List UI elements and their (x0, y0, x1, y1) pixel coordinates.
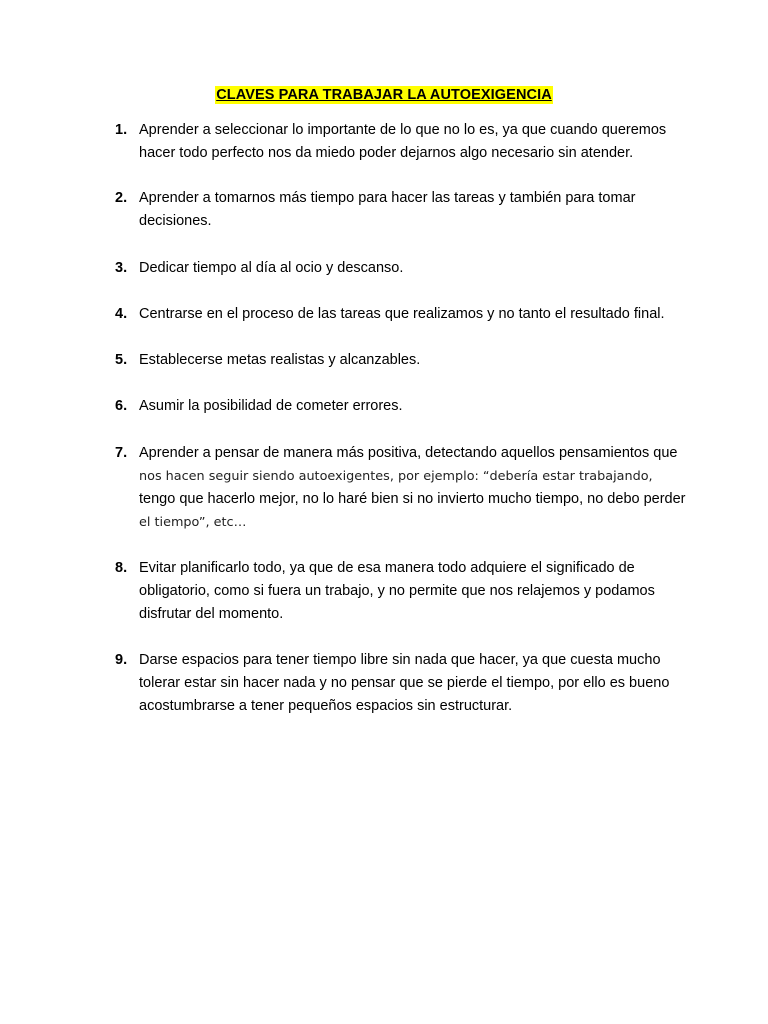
title-container (0, 86, 768, 104)
item-line: Dedicar tiempo al día al ocio y descanso. (139, 260, 404, 276)
item-text (139, 119, 699, 165)
item-line: nos hacen seguir siendo autoexigentes, por ejemplo: “debería estar trabajando, (139, 469, 653, 484)
item-line: decisiones. (139, 213, 212, 229)
item-line: tengo que hacerlo mejor, no lo haré bien si no invierto mucho tiempo, no debo perder (139, 491, 686, 507)
item-line: Aprender a tomarnos más tiempo para hacer las tareas y también para tomar (139, 190, 636, 206)
item-number: 8. (115, 560, 128, 576)
item-line: disfrutar del momento. (139, 606, 284, 622)
item-text (139, 649, 699, 718)
item-number: 4. (115, 306, 128, 322)
item-number: 7. (115, 445, 128, 461)
item-line: hacer todo perfecto nos da miedo poder dejarnos algo necesario sin atender. (139, 145, 634, 161)
item-line: Darse espacios para tener tiempo libre sin nada que hacer, ya que cuesta mucho (139, 652, 661, 668)
item-line: Establecerse metas realistas y alcanzables. (139, 352, 421, 368)
item-line: el tiempo”, etc… (139, 515, 247, 530)
document-title: CLAVES PARA TRABAJAR LA AUTOEXIGENCIA (216, 87, 552, 103)
item-number: 2. (115, 190, 128, 206)
item-text (139, 303, 699, 326)
item-text (139, 442, 699, 534)
item-line: tolerar estar sin hacer nada y no pensar que se pierde el tiempo, por ello es bueno (139, 675, 670, 691)
item-text (139, 395, 699, 418)
item-line: Asumir la posibilidad de cometer errores. (139, 398, 403, 414)
item-number: 9. (115, 652, 128, 668)
item-line: Centrarse en el proceso de las tareas que realizamos y no tanto el resultado final. (139, 306, 665, 322)
item-line: Aprender a pensar de manera más positiva, detectando aquellos pensamientos que (139, 445, 678, 461)
item-line: obligatorio, como si fuera un trabajo, y no permite que nos relajemos y podamos (139, 583, 655, 599)
item-number: 3. (115, 260, 128, 276)
item-line: Evitar planificarlo todo, ya que de esa manera todo adquiere el significado de (139, 560, 635, 576)
item-text (139, 187, 699, 233)
item-number: 1. (115, 122, 128, 138)
item-text (139, 557, 699, 626)
item-number: 5. (115, 352, 128, 368)
item-line: acostumbrarse a tener pequeños espacios sin estructurar. (139, 698, 513, 714)
item-text (139, 257, 699, 280)
item-text (139, 349, 699, 372)
item-number: 6. (115, 398, 128, 414)
item-line: Aprender a seleccionar lo importante de lo que no lo es, ya que cuando queremos (139, 122, 667, 138)
